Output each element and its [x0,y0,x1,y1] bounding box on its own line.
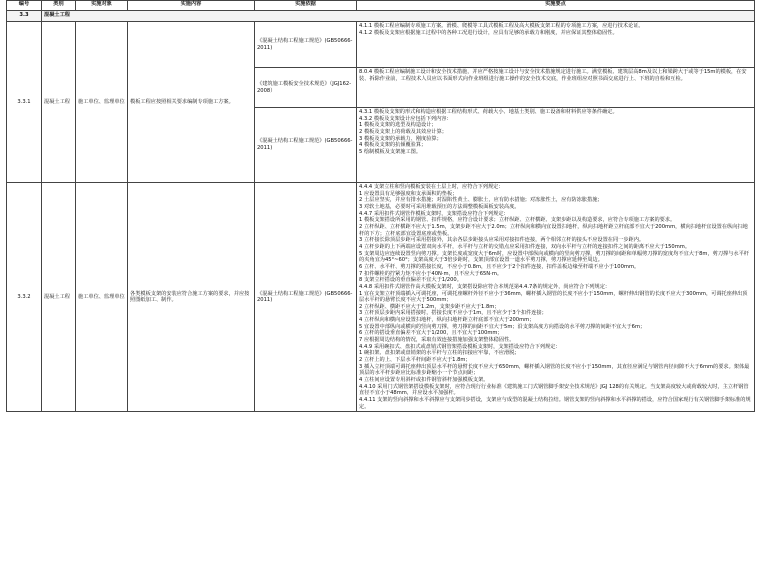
row-points [357,68,755,108]
row-points [357,108,755,183]
row-category: 混凝土工程 [42,22,76,183]
row-basis: 《混凝土结构工程施工规范》(GB50666-2011) [255,22,357,68]
row-content: 各类模板支架的安装应符合施工方案的要求，并应按照图纸加工、制作。 [128,183,255,412]
header-code: 编号 [7,1,42,11]
point-text: 1 应设置具有足够强度和支承面积的垫板； [359,190,458,197]
row-target: 施工单位、监理单位 [76,22,128,183]
row-basis: 《建筑施工模板安全技术规范》（JGJ162-2008） [255,68,357,108]
header-category: 类别 [42,1,76,11]
section-title: 混凝土工程 [42,11,755,22]
point-text: 7 应根据周边结构的情况，采取有效连接措施加强支架整体稳固性。 [359,337,515,344]
section-code: 3.3 [7,11,42,22]
section-row [7,11,755,22]
point-text: 6 立杆的搭设垂直偏差不宜大于1/200，且不宜大于100mm； [359,330,503,337]
point-text: 1 模板支架搭设所采用的钢管、扣件规格，应符合设计要求；立杆纵距、立杆横距、支架步距以及构造要求，应符合专项施工方案的要求。 [359,217,676,224]
implementation-table [6,0,755,412]
point-text: 3 立杆接长除顶层步距可采用搭接外，其余各层步距接头应采用对接扣件连接，两个相邻立杆的接头不应设置在同一步距内。 [359,237,645,244]
point-text: 2 土层应坚实，并应有排水措施；对湿陷性黄土、膨胀土，应有防水措施；对冻胀性土，应有防冻胀措施； [359,197,603,204]
point-text: 4.4.8 采用扣件式钢管作高大模板支架时，支架搭设除应符合本规范第4.4.7条的规定外，尚应符合下列规定： [359,283,611,290]
point-text: 4 模板及支架的抗倾覆验算； [359,142,427,149]
point-text: 2 立杆上的上、下层水平杆间距不应大于1.8m； [359,357,471,364]
point-text: 5 支架周边应连续设置竖向剪刀撑。支架长度或宽度大于6m时，应设置中部纵向或横向的竖向剪刀撑，剪刀撑的间距和单幅剪刀撑的宽度均不宜大于8m，剪刀撑与水平杆的夹角宜为45°~60°；支架高度大于3倍步距时，支架顶部宜设置一道水平剪刀撑，剪刀撑应延伸至周边。 [359,250,749,264]
point-text: 3 对软土地基，必要时可采用堆载预压的方法调整模板面板安装高度。 [359,203,520,210]
point-text: 2 立杆纵距、横距不应大于1.2m，支架步距不应大于1.8m； [359,303,500,310]
point-text: 1 模板及支架的选型及构造设计； [359,122,437,129]
point-text: 4.1.2 模板及支架应根据施工过程中的各种工况进行设计，应具有足够的承载力和刚度，并应保证其整体稳固性。 [359,29,618,36]
point-text: 4.3.1 模板及支架的形式和构造应根据工程结构形式、荷载大小、地基土类别、施工设备和材料供应等条件确定。 [359,109,618,115]
point-text: 3 模板及支架的承载力、刚度验算； [359,135,442,142]
header-content: 实施内容 [128,1,255,11]
point-text: 4.4.11 支架的竖向斜撑和水平斜撑应与支架同步搭设，支架应与成型的混凝土结构拉结。钢管支架的竖向斜撑和水平斜撑的搭设，应符合国家现行有关钢管脚手架标准的规定。 [359,397,751,410]
row-id: 3.3.2 [7,183,42,412]
point-text: 2 立杆纵距、立杆横距不应大于1.5m，支架步距不应大于2.0m；立杆纵向和横向宜设置扫地杆，纵向扫地杆距立杆底部不宜大于200mm，横向扫地杆宜设置在纵向扫地杆的下方；立杆底部宜设置底座或垫板。 [359,223,748,237]
point-text: 8.0.4 模板工程应编制施工设计和安全技术措施，并应严格按施工设计与安全技术措施规定进行施工。满堂模板、建筑层高8m及以上和梁跨大于或等于15m的模板，在安装、拆除作业前，工程技术人员应以书面形式向作业班组进行施工操作的安全技术交底，作业班组应对照书面交底进行上、下班的自检和互检。 [359,69,747,82]
point-text: 7 扣件螺栓的拧紧力矩不应小于40N·m，且不应大于65N·m。 [359,270,503,277]
point-text: 3 插入立杆顶端可调托座伸出顶层水平杆的悬臂长度不应大于650mm，螺杆插入钢管的长度不应小于150mm，其直径应满足与钢管内径间隙不大于6mm的要求。架体最顶层的水平杆步距应比标准步距缩小一个节点间距； [359,363,750,377]
row-points [357,22,755,68]
row-content: 模板工程应按照相关要求编制专项施工方案。 [128,22,255,183]
point-text: 1 宜在支架立杆顶端插入可调托座，可调托座螺杆外径不应小于36mm，螺杆插入钢管的长度不应小于150mm，螺杆伸出钢管的长度不应大于300mm，可调托座伸出顶层水平杆的悬臂长度不应大于500mm； [359,290,748,304]
point-text: 3 立杆顶层步距内采用搭接时，搭接长度不应小于1m，且不应少于3个扣件连接； [359,310,547,317]
row-basis: 《混凝土结构工程施工规范》(GB50666-2011) [255,108,357,183]
row-category: 混凝土工程 [42,183,76,412]
row-id: 3.3.1 [7,22,42,183]
row-points [357,183,755,412]
point-text: 4.3.2 模板及支架设计应包括下列内容： [359,115,452,122]
row-basis: 《混凝土结构工程施工规范》(GB50666-2011) [255,183,357,412]
point-text: 4.4.9 采用碗扣式、盘扣式或盘销式钢管架搭设模板支架时，支架搭设应符合下列规定： [359,343,561,350]
point-text: 4.4.10 采用门式钢管架搭设模板支架时，应符合现行行业标准《建筑施工门式钢管脚手架安全技术规范》JGJ 128的有关规定。当支架高度较大或荷载较大时，主立杆钢管直径不宜小于48mm，并应设水平加强杆。 [359,383,749,397]
point-text: 4.1.1 模板工程应编制专项施工方案。滑模、爬模等工具式模板工程及高大模板支架工程的专项施工方案，应进行技术论证。 [359,23,644,29]
point-text: 5 绘制模板及支架施工图。 [359,148,422,155]
point-text: 4 立杆步距的上下两端应设置双向水平杆，水平杆与立杆的交错点应采用扣件连接，双向水平杆与立杆的连接扣件之间的距离不应大于150mm。 [359,243,691,250]
table-header-row [7,1,755,11]
point-text: 5 宜设置中部纵向或横向的竖向剪刀撑，剪刀撑的间距不宜大于5m；沿支架高度方向搭设的水平剪刀撑的间距不宜大于6m； [359,323,646,330]
point-text: 4.4.7 采用扣件式钢管作模板支架时，支架搭设应符合下列规定： [359,210,509,217]
table-row [7,22,755,68]
point-text: 4.4.4 支架立柱和竖向模板安装在土层上时，应符合下列规定： [359,184,504,190]
point-text: 1 碗扣架、盘扣架或盘销架的水平杆与立柱的扣接应牢靠，不应滑脱； [359,350,520,357]
header-basis: 实施依据 [255,1,357,11]
point-text: 8 支架立杆搭设的垂直偏差不宜大于1/200。 [359,277,462,284]
row-target: 施工单位、监理单位 [76,183,128,412]
header-points: 实施要点 [357,1,755,11]
point-text: 2 模板及支架上的荷载及其效应计算； [359,128,447,135]
point-text: 6 立杆、水平杆、剪刀撑的搭接长度，不应小于0.8m，且不应少于2个扣件连接，扣件盖板边缘至杆端不应小于100mm。 [359,263,640,270]
header-target: 实施对象 [76,1,128,11]
table-row [7,183,755,412]
point-text: 4 立杆纵向和横向应设置扫地杆，纵向扫地杆距立杆底部不宜大于200mm； [359,317,535,324]
point-text: 4 立柱间应设置专用斜杆或扣件钢管斜杆加强模板支架。 [359,377,489,384]
